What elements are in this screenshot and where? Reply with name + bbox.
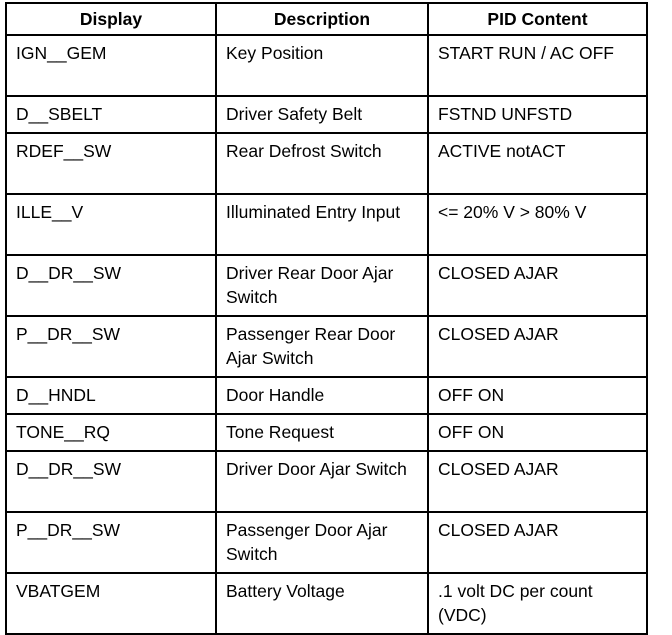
cell-description: Driver Rear Door Ajar Switch	[216, 255, 428, 316]
cell-description: Passenger Rear Door Ajar Switch	[216, 316, 428, 377]
table-row	[6, 414, 647, 451]
table-row	[6, 573, 647, 634]
table-row	[6, 377, 647, 414]
cell-description: Key Position	[216, 35, 428, 96]
cell-description: Battery Voltage	[216, 573, 428, 634]
cell-pid-content: CLOSED AJAR	[428, 316, 647, 377]
table-row	[6, 451, 647, 512]
table-row	[6, 96, 647, 133]
table-row	[6, 316, 647, 377]
header-pid-content: PID Content	[428, 3, 647, 35]
cell-display: D__DR__SW	[6, 451, 216, 512]
cell-display: IGN__GEM	[6, 35, 216, 96]
cell-description: Driver Door Ajar Switch	[216, 451, 428, 512]
cell-pid-content: OFF ON	[428, 377, 647, 414]
cell-display: D__SBELT	[6, 96, 216, 133]
header-row	[6, 3, 647, 35]
cell-pid-content: <= 20% V > 80% V	[428, 194, 647, 255]
cell-display: RDEF__SW	[6, 133, 216, 194]
table-row	[6, 255, 647, 316]
table-row	[6, 512, 647, 573]
cell-pid-content: CLOSED AJAR	[428, 451, 647, 512]
cell-description: Tone Request	[216, 414, 428, 451]
cell-pid-content: OFF ON	[428, 414, 647, 451]
cell-display: ILLE__V	[6, 194, 216, 255]
cell-display: D__DR__SW	[6, 255, 216, 316]
cell-description: Passenger Door Ajar Switch	[216, 512, 428, 573]
cell-pid-content: CLOSED AJAR	[428, 255, 647, 316]
cell-pid-content: FSTND UNFSTD	[428, 96, 647, 133]
table-row	[6, 35, 647, 96]
cell-pid-content: ACTIVE notACT	[428, 133, 647, 194]
cell-pid-content: .1 volt DC per count (VDC)	[428, 573, 647, 634]
cell-display: D__HNDL	[6, 377, 216, 414]
cell-display: VBATGEM	[6, 573, 216, 634]
cell-description: Door Handle	[216, 377, 428, 414]
cell-pid-content: START RUN / AC OFF	[428, 35, 647, 96]
cell-description: Driver Safety Belt	[216, 96, 428, 133]
pid-table	[5, 2, 648, 635]
table-row	[6, 133, 647, 194]
cell-display: TONE__RQ	[6, 414, 216, 451]
cell-description: Rear Defrost Switch	[216, 133, 428, 194]
header-display: Display	[6, 3, 216, 35]
cell-description: Illuminated Entry Input	[216, 194, 428, 255]
cell-display: P__DR__SW	[6, 512, 216, 573]
cell-display: P__DR__SW	[6, 316, 216, 377]
table-row	[6, 194, 647, 255]
cell-pid-content: CLOSED AJAR	[428, 512, 647, 573]
header-description: Description	[216, 3, 428, 35]
